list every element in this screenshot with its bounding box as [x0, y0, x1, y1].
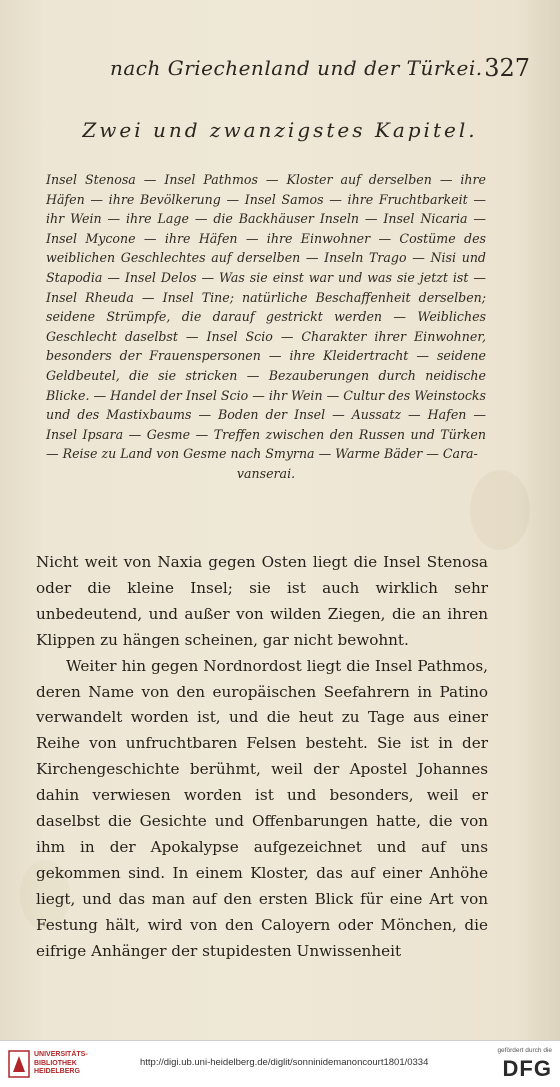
- paragraph-2: Weiter hin gegen Nordnordost liegt die Insel Pathmos, deren Name von den europäischen Seefahrern in Patino verwandelt worden ist, und die heut zu Tage aus einer Reihe von unfruchtbaren Felsen besteht. Sie ist in der Kirchengeschichte berühmt, weil der Apostel Johannes dahin verwiesen worden ist und besonders, weil er daselbst die Gesichte und Offenbarungen hatte, die von ihm in der Apokalypse aufgezeichnet und auf uns gekommen sind. In einem Kloster, das auf einer Anhöhe liegt, und das man auf den ersten Blick für eine Art von Festung hält, wird von den Caloyern oder Mönchen, die eifrige Anhänger der stupidesten Unwissenheit: [36, 656, 488, 960]
- running-header: [110, 54, 530, 84]
- body-text: [36, 550, 488, 965]
- dfg-logo[interactable]: DFG: [502, 1056, 552, 1081]
- chapter-summary: [46, 170, 486, 484]
- institution-name: UNIVERSITÄTS- BIBLIOTHEK HEIDELBERG: [34, 1051, 88, 1075]
- university-seal-icon: [8, 1050, 30, 1078]
- paragraph-1: Nicht weit von Naxia gegen Osten liegt die Insel Stenosa oder die kleine Insel; sie ist auch wirklich sehr unbedeutend, und außer von wilden Ziegen, die an ihren Klippen zu hängen scheinen, gar nicht bewohnt.: [36, 553, 488, 649]
- summary-text: Insel Stenosa — Insel Pathmos — Kloster auf derselben — ihre Häfen — ihre Bevölkerung — Insel Samos — ihre Fruchtbarkeit — ihr Wein — ihre Lage — die Backhäuser Inseln — Insel Nicaria — Insel Mycone — ihre Häfen — ihre Einwohner — Costüme des weiblichen Geschlechtes auf derselben — Inseln Trago — Nisi und Stapodia — Insel Delos — Was sie einst war und was sie jetzt ist — Insel Rheuda — Insel Tine; natürliche Beschaffenheit derselben; seidene Strümpfe, die darauf gestrickt werden — Weibliches Geschlecht daselbst — Insel Scio — Charakter ihrer Einwohner, besonders der Frauenspersonen — ihre Kleidertracht — seidene Geldbeutel, die sie stricken — Bezauberungen durch neidische Blicke. — Handel der Insel Scio — ihr Wein — Cultur des Weinstocks und des Mastixbaums — Boden der Insel — Aussatz — Hafen — Insel Ipsara — Gesme — Treffen zwischen den Russen und Türken — Reise zu Land von Gesme nach Smyrna — Warme Bäder — Cara-: [46, 172, 486, 462]
- page-number: 327: [484, 54, 530, 82]
- funding-note: gefördert durch die: [497, 1047, 552, 1054]
- viewer-footer: [0, 1040, 560, 1087]
- chapter-title: Zwei und zwanzigstes Kapitel.: [82, 118, 478, 142]
- running-title: nach Griechenland und der Türkei.: [110, 56, 483, 80]
- permalink[interactable]: http://digi.ub.uni-heidelberg.de/diglit/sonninidemanoncourt1801/0334: [140, 1057, 429, 1068]
- summary-end: vanserai.: [236, 465, 296, 481]
